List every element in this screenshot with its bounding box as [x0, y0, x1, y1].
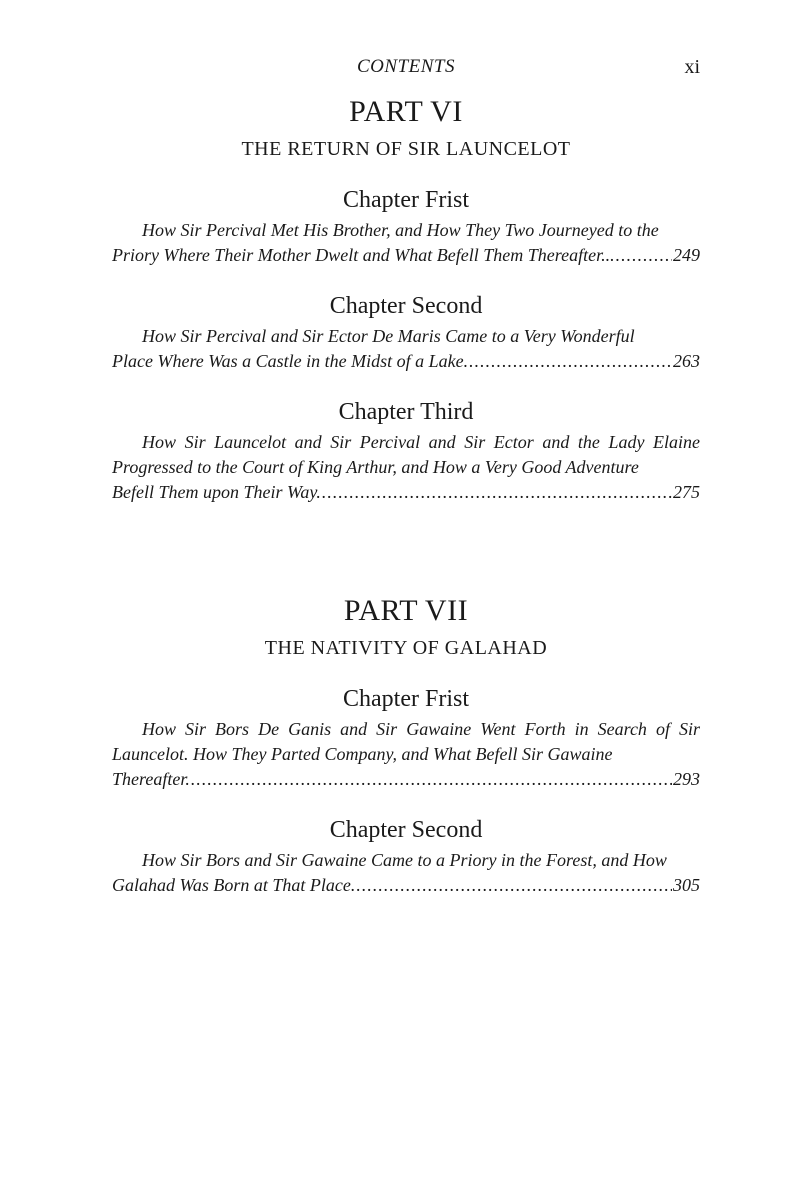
chapter-description: How Sir Bors De Ganis and Sir Gawaine Went Forth in Search of Sir Launcelot. How They Parted Company, and What Befell Sir Gawaine: [112, 719, 700, 764]
chapter-description-end: Place Where Was a Castle in the Midst of a Lake.: [112, 351, 469, 371]
contents-page: [112, 52, 700, 898]
dot-leader: [616, 243, 672, 268]
dot-leader: [356, 873, 672, 898]
chapter-title: Chapter Frist: [343, 187, 469, 213]
running-head: [112, 52, 700, 84]
part-subtitle: THE NATIVITY OF GALAHAD: [264, 637, 548, 659]
part-vi: [112, 94, 700, 162]
toc-entry[interactable]: [112, 184, 700, 268]
running-title: CONTENTS: [357, 56, 455, 77]
chapter-last-line: [112, 873, 700, 898]
part-vii: [112, 593, 700, 661]
toc-entry[interactable]: [112, 814, 700, 898]
chapter-description-end: Galahad Was Born at That Place.: [112, 875, 356, 895]
dot-leader: [191, 767, 672, 792]
chapter-last-line: [112, 480, 700, 505]
chapter-title: Chapter Second: [329, 817, 483, 843]
dot-leader: [469, 349, 672, 374]
toc-entry[interactable]: [112, 683, 700, 792]
chapter-last-line: [112, 349, 700, 374]
chapter-page-number: 263: [673, 351, 700, 371]
page-number: xi: [684, 56, 700, 78]
part-title: PART VI: [349, 95, 463, 128]
chapter-description: How Sir Bors and Sir Gawaine Came to a Priory in the Forest, and How: [142, 850, 667, 870]
chapter-description: How Sir Launcelot and Sir Percival and Sir Ector and the Lady Elaine Progressed to the Court of King Arthur, and How a Very Good Adventure: [112, 432, 700, 477]
chapter-title: Chapter Second: [329, 293, 483, 319]
chapter-title: Chapter Frist: [343, 686, 469, 712]
chapter-page-number: 293: [673, 769, 700, 789]
chapter-page-number: 249: [673, 245, 700, 265]
toc-entry[interactable]: [112, 290, 700, 374]
chapter-description-end: Befell Them upon Their Way.: [112, 482, 321, 502]
part-spacer: [112, 505, 700, 583]
part-subtitle: THE RETURN OF SIR LAUNCELOT: [241, 138, 571, 160]
chapter-last-line: [112, 243, 700, 268]
dot-leader: [322, 480, 672, 505]
chapter-description-end: Thereafter.: [112, 769, 190, 789]
chapter-title: Chapter Third: [338, 399, 474, 425]
chapter-description: How Sir Percival Met His Brother, and How They Two Journeyed to the: [142, 220, 659, 240]
chapter-description: How Sir Percival and Sir Ector De Maris Came to a Very Wonderful: [142, 326, 635, 346]
chapter-page-number: 275: [673, 482, 700, 502]
part-title: PART VII: [343, 594, 469, 627]
chapter-page-number: 305: [673, 875, 700, 895]
chapter-description-end: Priory Where Their Mother Dwelt and What Befell Them Thereafter...: [112, 245, 615, 265]
chapter-last-line: [112, 767, 700, 792]
toc-entry[interactable]: [112, 396, 700, 505]
